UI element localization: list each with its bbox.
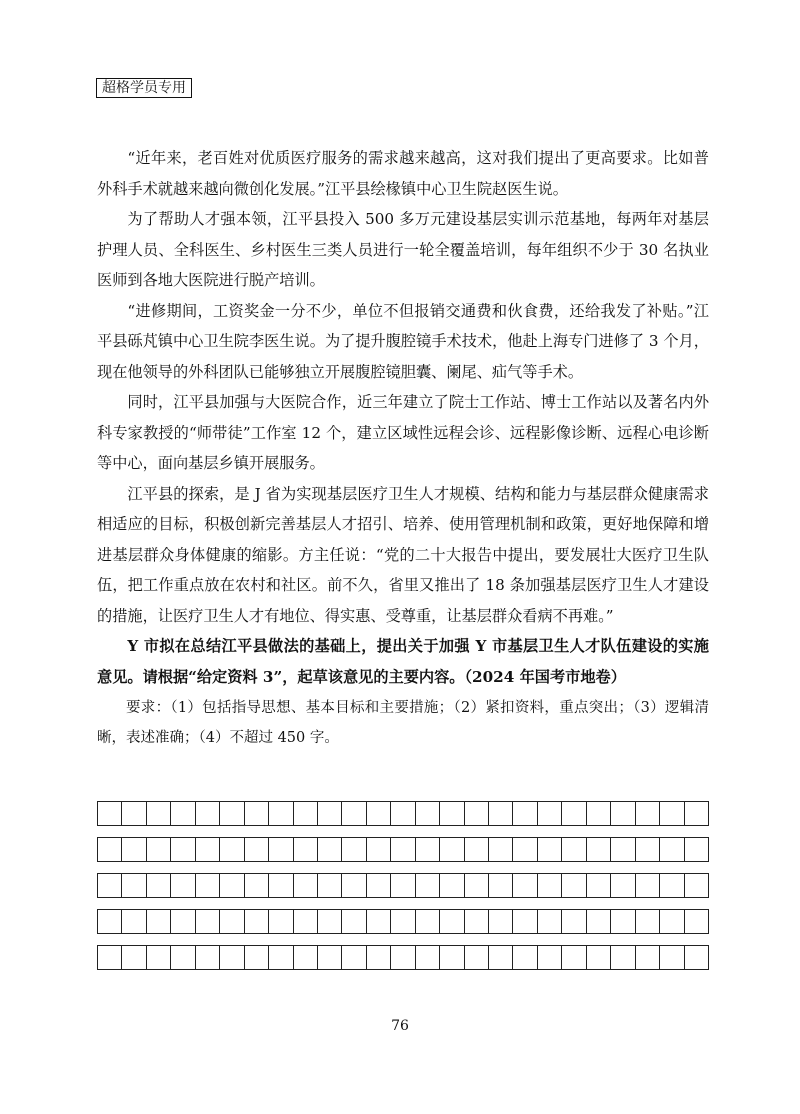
answer-cell[interactable]	[245, 838, 269, 862]
answer-cell[interactable]	[587, 874, 611, 898]
answer-cell[interactable]	[147, 802, 171, 826]
answer-cell[interactable]	[342, 838, 366, 862]
answer-cell[interactable]	[685, 874, 709, 898]
answer-cell[interactable]	[685, 838, 709, 862]
answer-cell[interactable]	[562, 874, 586, 898]
answer-cell[interactable]	[171, 874, 195, 898]
answer-cell[interactable]	[685, 802, 709, 826]
answer-cell[interactable]	[196, 946, 220, 970]
answer-cell[interactable]	[636, 874, 660, 898]
answer-cell[interactable]	[318, 874, 342, 898]
answer-cell[interactable]	[636, 946, 660, 970]
answer-grid-row	[97, 945, 709, 970]
answer-cell[interactable]	[489, 874, 513, 898]
answer-cell[interactable]	[562, 802, 586, 826]
answer-cell[interactable]	[685, 946, 709, 970]
answer-cell[interactable]	[220, 802, 244, 826]
answer-cell[interactable]	[342, 946, 366, 970]
answer-cell[interactable]	[416, 946, 440, 970]
answer-cell[interactable]	[196, 802, 220, 826]
answer-cell[interactable]	[318, 946, 342, 970]
answer-cell[interactable]	[513, 946, 537, 970]
answer-cell[interactable]	[489, 910, 513, 934]
answer-cell[interactable]	[318, 802, 342, 826]
answer-cell[interactable]	[220, 910, 244, 934]
answer-cell[interactable]	[269, 946, 293, 970]
answer-cell[interactable]	[245, 946, 269, 970]
answer-cell[interactable]	[611, 946, 635, 970]
answer-cell[interactable]	[367, 946, 391, 970]
answer-cell[interactable]	[538, 946, 562, 970]
answer-cell[interactable]	[465, 874, 489, 898]
answer-cell[interactable]	[147, 910, 171, 934]
answer-cell[interactable]	[391, 874, 415, 898]
answer-cell[interactable]	[513, 874, 537, 898]
answer-cell[interactable]	[122, 802, 146, 826]
answer-cell[interactable]	[294, 874, 318, 898]
answer-cell[interactable]	[440, 946, 464, 970]
answer-cell[interactable]	[660, 802, 684, 826]
student-exclusive-tag: 超格学员专用	[96, 78, 192, 98]
answer-cell[interactable]	[220, 946, 244, 970]
answer-cell[interactable]	[562, 910, 586, 934]
answer-cell[interactable]	[611, 802, 635, 826]
answer-cell[interactable]	[611, 910, 635, 934]
answer-cell[interactable]	[245, 910, 269, 934]
answer-cell[interactable]	[513, 838, 537, 862]
answer-cell[interactable]	[391, 946, 415, 970]
answer-cell[interactable]	[342, 874, 366, 898]
answer-cell[interactable]	[416, 802, 440, 826]
answer-cell[interactable]	[196, 838, 220, 862]
answer-cell[interactable]	[98, 802, 122, 826]
answer-cell[interactable]	[171, 946, 195, 970]
answer-cell[interactable]	[122, 910, 146, 934]
answer-cell[interactable]	[587, 802, 611, 826]
question-requirements: 要求：（1）包括指导思想、基本目标和主要措施；（2）紧扣资料，重点突出；（3）逻辑清晰，表述准确；（4）不超过 450 字。	[97, 700, 709, 746]
answer-cell[interactable]	[98, 874, 122, 898]
question-prompt: Y 市拟在总结江平县做法的基础上，提出关于加强 Y 市基层卫生人才队伍建设的实施意见。请根据“给定资料 3”，起草该意见的主要内容。（2024 年国考市地卷）	[97, 637, 709, 686]
answer-cell[interactable]	[245, 802, 269, 826]
answer-cell[interactable]	[611, 838, 635, 862]
answer-grid-row	[97, 837, 709, 862]
answer-cell[interactable]	[416, 874, 440, 898]
answer-cell[interactable]	[294, 802, 318, 826]
answer-cell[interactable]	[660, 838, 684, 862]
answer-cell[interactable]	[440, 838, 464, 862]
answer-cell[interactable]	[587, 910, 611, 934]
answer-cell[interactable]	[98, 946, 122, 970]
paragraph: “近年来，老百姓对优质医疗服务的需求越来越高，这对我们提出了更高要求。比如普外科手术就越来越向微创化发展。”江平县绘椽镇中心卫生院赵医生说。	[97, 149, 709, 198]
answer-cell[interactable]	[636, 802, 660, 826]
paragraph: “进修期间，工资奖金一分不少，单位不但报销交通费和伙食费，还给我发了补贴。”江平县砾芃镇中心卫生院李医生说。为了提升腹腔镜手术技术，他赴上海专门进修了 3 个月，现在他领导的外科团队已能够独立开展腹腔镜胆囊、阑尾、疝气等手术。	[97, 301, 709, 381]
answer-cell[interactable]	[440, 910, 464, 934]
answer-cell[interactable]	[391, 802, 415, 826]
answer-cell[interactable]	[147, 874, 171, 898]
answer-cell[interactable]	[562, 838, 586, 862]
answer-cell[interactable]	[342, 910, 366, 934]
answer-cell[interactable]	[220, 838, 244, 862]
answer-cell[interactable]	[636, 910, 660, 934]
answer-cell[interactable]	[171, 910, 195, 934]
answer-cell[interactable]	[367, 910, 391, 934]
answer-grid-row	[97, 909, 709, 934]
answer-cell[interactable]	[440, 802, 464, 826]
answer-cell[interactable]	[245, 874, 269, 898]
answer-cell[interactable]	[171, 802, 195, 826]
answer-cell[interactable]	[562, 946, 586, 970]
paragraph: 江平县的探索，是 J 省为实现基层医疗卫生人才规模、结构和能力与基层群众健康需求相适应的目标，积极创新完善基层人才招引、培养、使用管理机制和政策，更好地保障和增进基层群众身体健康的缩影。方主任说：“党的二十大报告中提出，要发展壮大医疗卫生队伍，把工作重点放在农村和社区。前不久，省里又推出了 18 条加强基层医疗卫生人才建设的措施，让医疗卫生人才有地位、得实惠、受尊重，让基层群众看病不再难。”	[97, 484, 709, 625]
answer-cell[interactable]	[342, 802, 366, 826]
answer-cell[interactable]	[538, 802, 562, 826]
paragraph: 为了帮助人才强本领，江平县投入 500 多万元建设基层实训示范基地，每两年对基层护理人员、全科医生、乡村医生三类人员进行一轮全覆盖培训，每年组织不少于 30 名执业医师到各地大医院进行脱产培训。	[97, 210, 709, 289]
answer-cell[interactable]	[685, 910, 709, 934]
page-number: 76	[391, 1018, 409, 1034]
answer-cell[interactable]	[465, 802, 489, 826]
answer-cell[interactable]	[587, 838, 611, 862]
answer-cell[interactable]	[196, 874, 220, 898]
answer-cell[interactable]	[391, 838, 415, 862]
answer-cell[interactable]	[538, 910, 562, 934]
answer-cell[interactable]	[196, 910, 220, 934]
answer-cell[interactable]	[367, 838, 391, 862]
answer-cell[interactable]	[147, 838, 171, 862]
answer-grid-row	[97, 801, 709, 826]
answer-cell[interactable]	[294, 946, 318, 970]
answer-cell[interactable]	[269, 802, 293, 826]
answer-cell[interactable]	[147, 946, 171, 970]
answer-cell[interactable]	[294, 838, 318, 862]
answer-cell[interactable]	[269, 874, 293, 898]
answer-cell[interactable]	[269, 838, 293, 862]
answer-cell[interactable]	[98, 910, 122, 934]
answer-grid-row	[97, 873, 709, 898]
answer-cell[interactable]	[367, 802, 391, 826]
answer-cell[interactable]	[538, 874, 562, 898]
answer-cell[interactable]	[611, 874, 635, 898]
answer-cell[interactable]	[660, 910, 684, 934]
answer-cell[interactable]	[98, 838, 122, 862]
answer-cell[interactable]	[269, 910, 293, 934]
answer-cell[interactable]	[465, 946, 489, 970]
answer-cell[interactable]	[513, 910, 537, 934]
answer-cell[interactable]	[122, 874, 146, 898]
answer-cell[interactable]	[440, 874, 464, 898]
answer-cell[interactable]	[318, 910, 342, 934]
answer-cell[interactable]	[367, 874, 391, 898]
document-body	[97, 143, 709, 753]
answer-cell[interactable]	[513, 802, 537, 826]
answer-cell[interactable]	[122, 838, 146, 862]
paragraph: 同时，江平县加强与大医院合作，近三年建立了院士工作站、博士工作站以及著名内外科专家教授的“师带徒”工作室 12 个，建立区域性远程会诊、远程影像诊断、远程心电诊断等中心，面向基层乡镇开展服务。	[97, 393, 709, 472]
answer-cell[interactable]	[220, 874, 244, 898]
answer-cell[interactable]	[587, 946, 611, 970]
answer-cell[interactable]	[416, 910, 440, 934]
answer-cell[interactable]	[294, 910, 318, 934]
answer-cell[interactable]	[391, 910, 415, 934]
answer-cell[interactable]	[538, 838, 562, 862]
answer-cell[interactable]	[465, 910, 489, 934]
answer-cell[interactable]	[489, 802, 513, 826]
answer-cell[interactable]	[122, 946, 146, 970]
answer-cell[interactable]	[489, 946, 513, 970]
answer-cell[interactable]	[636, 838, 660, 862]
answer-cell[interactable]	[318, 838, 342, 862]
answer-cell[interactable]	[489, 838, 513, 862]
answer-cell[interactable]	[465, 838, 489, 862]
answer-cell[interactable]	[171, 838, 195, 862]
answer-cell[interactable]	[660, 874, 684, 898]
answer-cell[interactable]	[660, 946, 684, 970]
answer-cell[interactable]	[416, 838, 440, 862]
answer-grid[interactable]	[97, 801, 709, 981]
